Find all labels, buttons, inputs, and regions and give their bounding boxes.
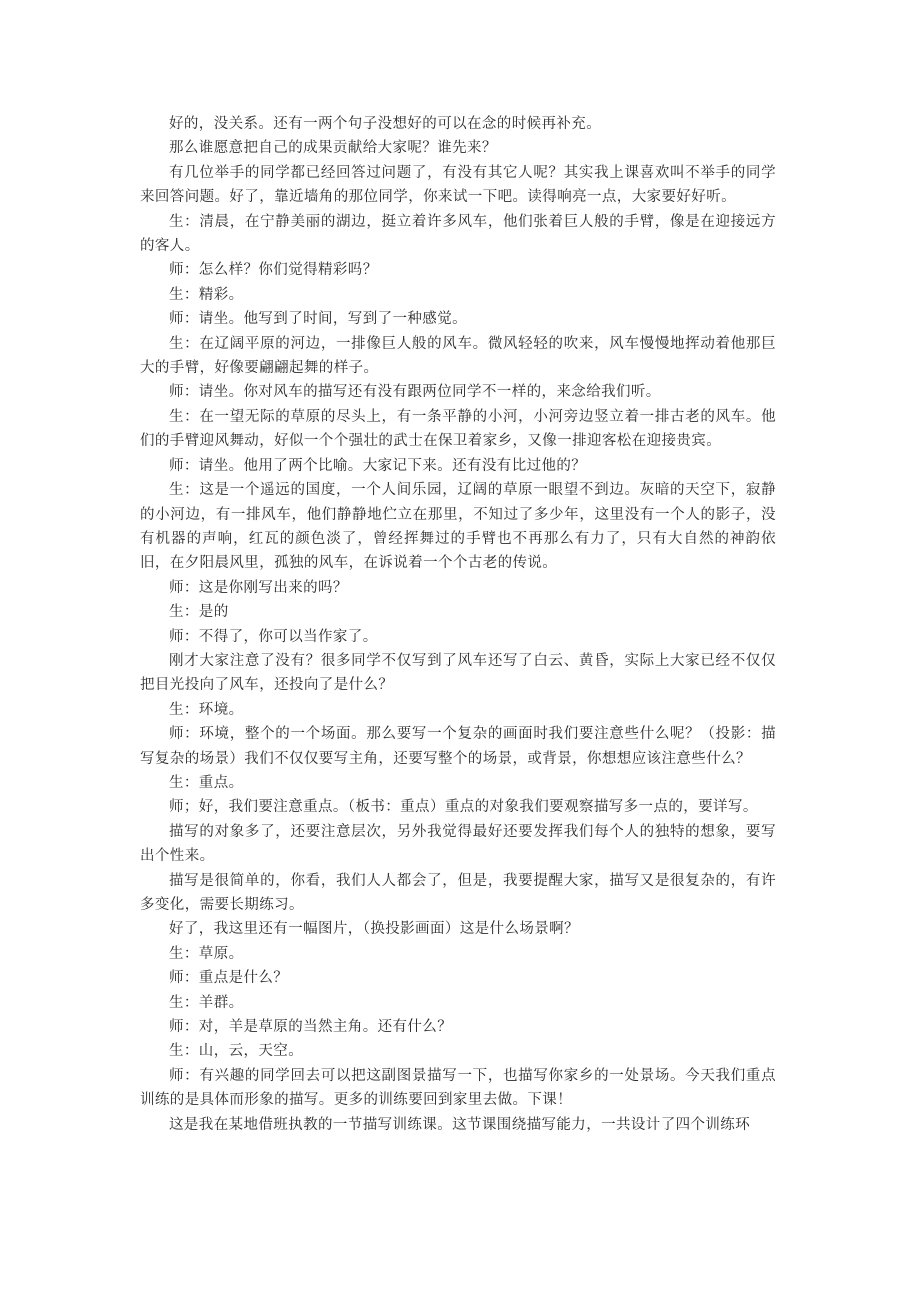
paragraph: 师：这是你刚写出来的吗？ [169,579,348,596]
paragraph: 有几位举手的同学都已经回答过问题了，有没有其它人呢？其实我上课喜欢叫不举手的同学来回答问题。好了，靠近墙角的那位同学，你来试一下吧。读得响亮一点，大家要好好听。 [140,164,776,206]
paragraph: 师：对，羊是草原的当然主角。还有什么？ [169,1019,453,1036]
paragraph: 生：这是一个遥远的国度，一个人间乐园，辽阔的草原一眼望不到边。灰暗的天空下，寂静的小河边，有一排风车，他们静静地伫立在那里，不知过了多少年，这里没有一个人的影子，没有机器的声响，红瓦的颜色淡了，曾经挥舞过的手臂也不再那么有力了，只有大自然的神韵依旧，在夕阳晨风里，孤独的风车，在诉说着一个个古老的传说。 [140,482,776,572]
paragraph: 描写是很简单的，你看，我们人人都会了，但是，我要提醒大家，描写又是很复杂的，有许多变化，需要长期练习。 [140,872,776,913]
paragraph: 师：有兴趣的同学回去可以把这副图景描写一下，也描写你家乡的一处景场。今天我们重点训练的是具体而形象的描写。更多的训练要回到家里去做。下课！ [140,1067,776,1109]
paragraph: 描写的对象多了，还要注意层次，另外我觉得最好还要发挥我们每个人的独特的想象，要写出个性来。 [140,823,776,865]
paragraph: 生：在辽阔平原的河边，一排像巨人般的风车。微风轻轻的吹来，风车慢慢地挥动着他那巨大的手臂，好像要翩翩起舞的样子。 [140,335,776,377]
paragraph: 好了，我这里还有一幅图片，（换投影画面）这是什么场景啊？ [169,921,579,938]
document-body [140,112,776,1137]
paragraph: 刚才大家注意了没有？很多同学不仅写到了风车还写了白云、黄昏，实际上大家已经不仅仅把目光投向了风车，还投向了是什么？ [140,652,776,694]
paragraph: 师：重点是什么？ [169,970,289,987]
paragraph: 那么谁愿意把自己的成果贡献给大家呢？谁先来？ [169,140,497,157]
paragraph: 好的，没关系。还有一两个句子没想好的可以在念的时候再补充。 [169,116,602,132]
paragraph: 生：山，云，天空。 [169,1043,304,1060]
paragraph: 师：环境，整个的一个场面。那么要写一个复杂的画面时我们要注意些什么呢？（投影：描写复杂的场景）我们不仅仅要写主角，还要写整个的场景，或背景，你想想应该注意些什么？ [140,726,776,767]
paragraph: 师；好，我们要注意重点。（板书：重点）重点的对象我们要观察描写多一点的，要详写。 [169,799,758,816]
paragraph: 生：环境。 [169,701,244,718]
paragraph: 生：是的 [169,604,229,621]
paragraph: 生：在一望无际的草原的尽头上，有一条平静的小河，小河旁边竖立着一排古老的风车。他们的手臂迎风舞动，好似一个个强壮的武士在保卫着家乡，又像一排迎客松在迎接贵宾。 [140,408,776,450]
paragraph: 生：草原。 [169,945,244,962]
paragraph: 师：怎么样？你们觉得精彩吗？ [169,262,378,279]
paragraph: 师：不得了，你可以当作家了。 [169,628,378,645]
paragraph: 这是我在某地借班执教的一节描写训练课。这节课围绕描写能力，一共设计了四个训练环 [169,1116,751,1133]
paragraph: 师：请坐。他写到了时间，写到了一种感觉。 [169,311,467,328]
paragraph: 生：羊群。 [169,994,244,1011]
paragraph: 生：清晨，在宁静美丽的湖边，挺立着许多风车，他们张着巨人般的手臂，像是在迎接远方的客人。 [140,213,776,255]
paragraph: 师：请坐。他用了两个比喻。大家记下来。还有没有比过他的？ [169,457,587,474]
paragraph: 生：重点。 [169,774,244,791]
paragraph: 师：请坐。你对风车的描写还有没有跟两位同学不一样的，来念给我们听。 [169,384,661,401]
paragraph: 生：精彩。 [169,286,244,303]
